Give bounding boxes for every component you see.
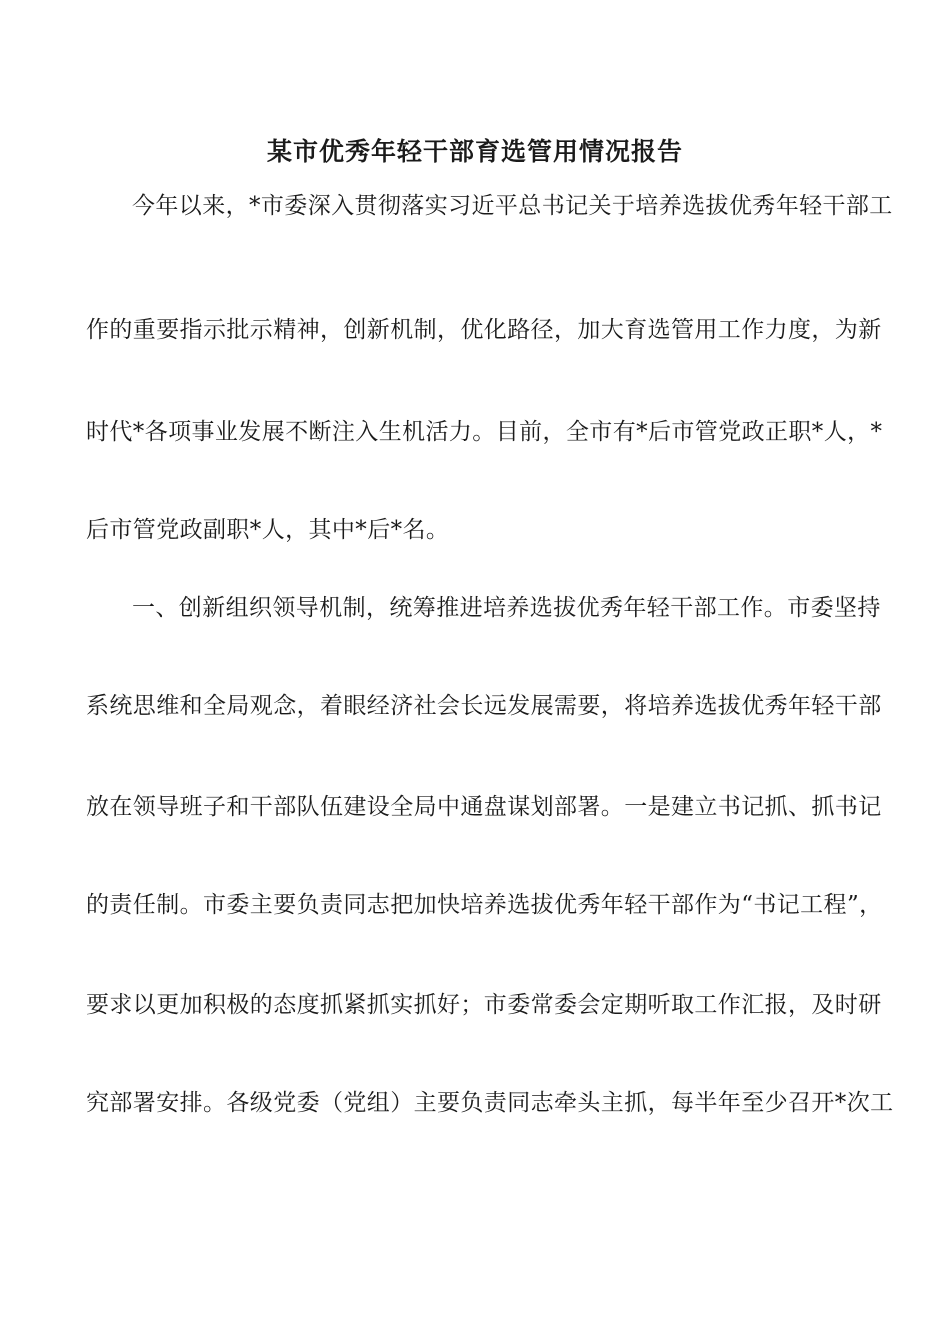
paragraph-2-line-4: 的责任制。市委主要负责同志把加快培养选拔优秀年轻干部作为“书记工程”， [86, 892, 883, 918]
paragraph-2-line-3: 放在领导班子和干部队伍建设全局中通盘谋划部署。一是建立书记抓、抓书记 [86, 794, 882, 820]
paragraph-2-line-1: 一、创新组织领导机制，统筹推进培养选拔优秀年轻干部工作。市委坚持 [132, 595, 881, 621]
document-title: 某市优秀年轻干部育选管用情况报告 [266, 137, 683, 166]
paragraph-1-line-4: 后市管党政副职*人，其中*后*名。 [86, 517, 450, 543]
paragraph-2-line-6: 究部署安排。各级党委（党组）主要负责同志牵头主抓，每半年至少召开*次工 [86, 1090, 894, 1116]
paragraph-1-line-3: 时代*各项事业发展不断注入生机活力。目前，全市有*后市管党政正职*人，* [86, 419, 883, 445]
paragraph-2-line-5: 要求以更加积极的态度抓紧抓实抓好；市委常委会定期听取工作汇报，及时研 [86, 992, 882, 1018]
paragraph-2-line-2: 系统思维和全局观念，着眼经济社会长远发展需要，将培养选拔优秀年轻干部 [86, 693, 882, 719]
paragraph-1-line-1: 今年以来，*市委深入贯彻落实习近平总书记关于培养选拔优秀年轻干部工 [132, 193, 893, 219]
paragraph-1-line-2: 作的重要指示批示精神，创新机制，优化路径，加大育选管用工作力度，为新 [86, 317, 882, 343]
